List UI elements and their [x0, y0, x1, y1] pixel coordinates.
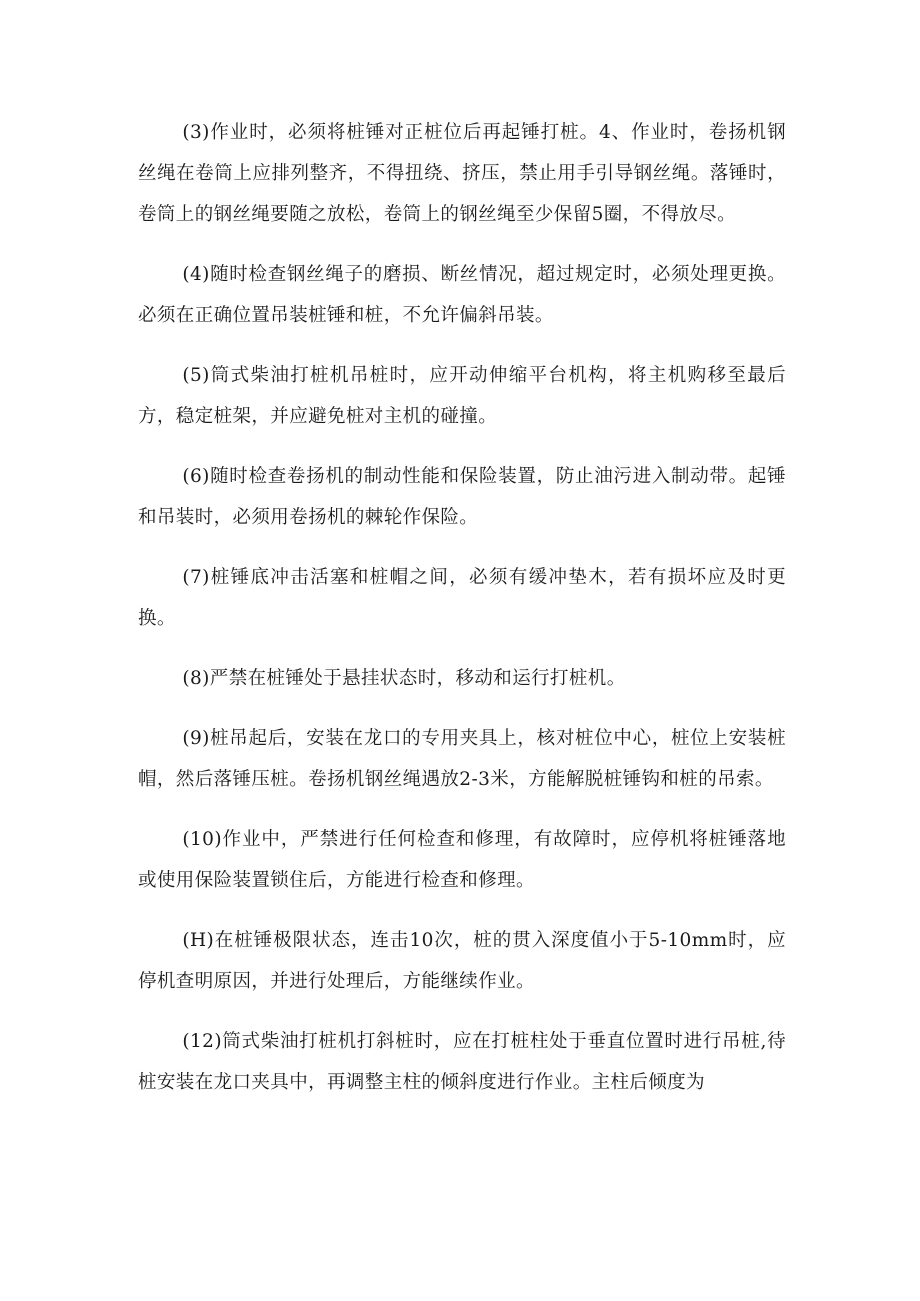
paragraph-4: (4)随时检查钢丝绳子的磨损、断丝情况，超过规定时，必须处理更换。必须在正确位置吊装桩锤和桩，不允许偏斜吊装。: [138, 264, 786, 326]
paragraph-12: (12)筒式柴油打桩机打斜桩时，应在打桩柱处于垂直位置时进行吊桩,待桩安装在龙口夹具中，再调整主柱的倾斜度进行作业。主柱后倾度为: [138, 1031, 786, 1093]
paragraph-10: (10)作业中，严禁进行任何检查和修理，有故障时，应停机将桩锤落地或使用保险装置锁住后，方能进行检查和修理。: [138, 829, 786, 891]
paragraph-3: (3)作业时，必须将桩锤对正桩位后再起锤打桩。4、作业时，卷扬机钢丝绳在卷筒上应排列整齐，不得扭绕、挤压，禁止用手引导钢丝绳。落锤时，卷筒上的钢丝绳要随之放松，卷筒上的钢丝绳至少保留5圈，不得放尽。: [138, 122, 786, 225]
paragraph-7: (7)桩锤底冲击活塞和桩帽之间，必须有缓冲垫木，若有损坏应及时更换。: [138, 567, 786, 629]
paragraph-5: (5)筒式柴油打桩机吊桩时，应开动伸缩平台机构，将主机购移至最后方，稳定桩架，并应避免桩对主机的碰撞。: [138, 365, 786, 427]
paragraph-8: (8)严禁在桩锤处于悬挂状态时，移动和运行打桩机。: [182, 668, 626, 689]
paragraph-11: (H)在桩锤极限状态，连击10次，桩的贯入深度值小于5-10mm时，应停机查明原因，并进行处理后，方能继续作业。: [138, 930, 786, 992]
paragraph-9: (9)桩吊起后，安装在龙口的专用夹具上，核对桩位中心，桩位上安装桩帽，然后落锤压桩。卷扬机钢丝绳遇放2-3米，方能解脱桩锤钩和桩的吊索。: [138, 728, 786, 790]
document-body: [138, 112, 786, 1122]
paragraph-6: (6)随时检查卷扬机的制动性能和保险装置，防止油污进入制动带。起锤和吊装时，必须用卷扬机的棘轮作保险。: [138, 466, 786, 528]
